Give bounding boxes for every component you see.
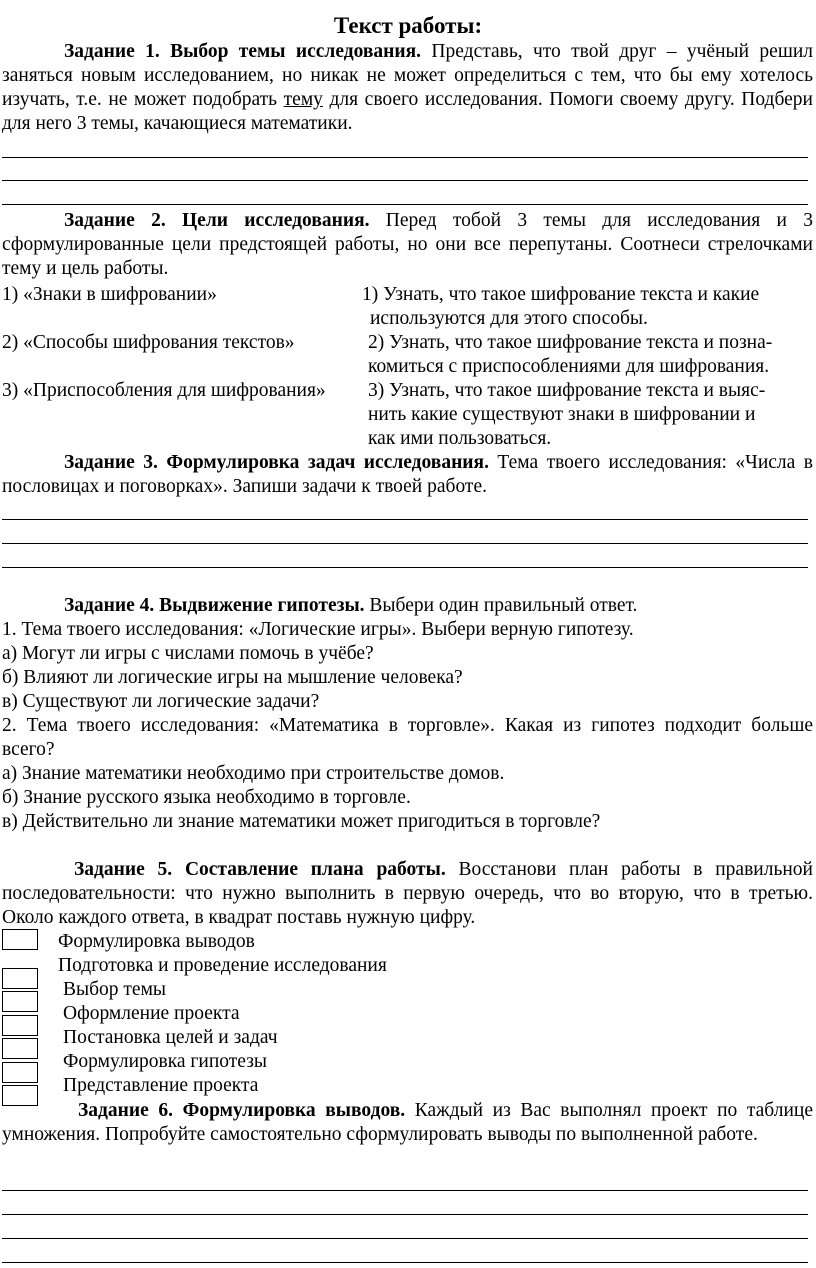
answer-line[interactable]	[2, 543, 808, 544]
plan-number-box[interactable]	[2, 929, 38, 950]
task6-text: Каждый из Вас выполнял проект по таблице умножения. Попробуйте самостоятельно сформулировать выводы по выполненной работе.	[2, 1100, 813, 1145]
task6-paragraph	[2, 1099, 813, 1147]
task2-goal-3-line-3: как ими пользоваться.	[368, 428, 552, 449]
task1-text-before: Представь, что твой друг – учёный решил заняться новым исследованием, но никак не может определиться с тем, что бы ему хотелось изучать, т.е. не может подобрать	[2, 41, 814, 110]
plan-item: Выбор темы	[63, 979, 167, 1000]
plan-number-box[interactable]	[2, 968, 38, 989]
plan-number-box[interactable]	[2, 991, 38, 1012]
plan-number-box[interactable]	[2, 1038, 38, 1059]
task4-q1-option-a[interactable]: а) Могут ли игры с числами помочь в учёбе?	[2, 643, 374, 664]
task5-paragraph	[2, 858, 813, 930]
plan-item: Представление проекта	[63, 1075, 259, 1096]
answer-line[interactable]	[2, 519, 808, 520]
task2-goal-1-line-2: используются для этого способы.	[370, 308, 648, 329]
task5-text: Восстанови план работы в правильной последовательности: что нужно выполнить в первую очередь, что во вторую, что в третью. Около каждого ответа, в квадрат поставь нужную цифру.	[2, 859, 813, 928]
task3-text: Тема твоего исследования: «Числа в пословицах и поговорках». Запиши задачи к твоей работе.	[2, 452, 813, 497]
task4-text: Выбери один правильный ответ.	[364, 595, 638, 616]
answer-line[interactable]	[2, 204, 808, 205]
task2-text: Перед тобой 3 темы для исследования и 3 сформулированные цели предстоящей работы, но они все перепутаны. Соотнеси стрелочками тему и цель работы.	[2, 210, 813, 279]
task4-q1-option-c[interactable]: в) Существуют ли логические задачи?	[2, 691, 320, 712]
task5-heading: Задание 5. Составление плана работы.	[74, 859, 446, 880]
answer-line[interactable]	[2, 1214, 808, 1215]
plan-item: Оформление проекта	[63, 1003, 240, 1024]
task4-q2-option-b[interactable]: б) Знание русского языка необходимо в торговле.	[2, 787, 411, 808]
plan-number-box[interactable]	[2, 1062, 38, 1083]
answer-line[interactable]	[2, 1190, 808, 1191]
page-title: Текст работы:	[333, 13, 483, 38]
task1-underlined-word: тему	[283, 89, 323, 110]
answer-line[interactable]	[2, 180, 808, 181]
task2-paragraph	[2, 209, 813, 281]
answer-line[interactable]	[2, 567, 808, 568]
task2-goal-2-line-2: комиться с приспособлениями для шифрования.	[368, 356, 770, 377]
task2-goal-3-line-2: нить какие существуют знаки в шифровании и	[368, 404, 756, 425]
task2-heading: Задание 2. Цели исследования.	[64, 210, 370, 231]
task4-heading: Задание 4. Выдвижение гипотезы.	[64, 595, 365, 616]
answer-line[interactable]	[2, 1262, 808, 1263]
task4-q2-option-c[interactable]: в) Действительно ли знание математики может пригодиться в торговле?	[2, 811, 601, 832]
task1-text-after: для своего исследования. Помоги своему другу. Подбери для него 3 темы, качающиеся математики.	[2, 89, 813, 134]
plan-item: Формулировка выводов	[58, 931, 255, 952]
task3-heading: Задание 3. Формулировка задач исследования.	[64, 452, 489, 473]
task2-topic-3[interactable]: 3) «Приспособления для шифрования»	[2, 380, 326, 401]
task2-topic-1[interactable]: 1) «Знаки в шифровании»	[2, 284, 217, 305]
task4-paragraph	[2, 594, 813, 834]
task4-question-1: 1. Тема твоего исследования: «Логические игры». Выбери верную гипотезу.	[2, 619, 634, 640]
plan-item: Постановка целей и задач	[63, 1027, 278, 1048]
task2-goal-2-line-1[interactable]: 2) Узнать, что такое шифрование текста и позна-	[368, 332, 773, 353]
task2-goal-1-line-1[interactable]: 1) Узнать, что такое шифрование текста и какие	[362, 284, 760, 305]
task4-question-2: 2. Тема твоего исследования: «Математика в торговле». Какая из гипотез подходит больше всего?	[2, 715, 813, 760]
answer-line[interactable]	[2, 157, 808, 158]
plan-number-box[interactable]	[2, 1015, 38, 1036]
task3-paragraph	[2, 451, 813, 499]
plan-item: Формулировка гипотезы	[63, 1051, 268, 1072]
answer-line[interactable]	[2, 1238, 808, 1239]
task1-heading: Задание 1. Выбор темы исследования.	[64, 41, 422, 62]
task2-topic-2[interactable]: 2) «Способы шифрования текстов»	[2, 332, 295, 353]
task4-q2-option-a[interactable]: а) Знание математики необходимо при строительстве домов.	[2, 763, 505, 784]
task6-heading: Задание 6. Формулировка выводов.	[78, 1100, 406, 1121]
task4-q1-option-b[interactable]: б) Влияют ли логические игры на мышление человека?	[2, 667, 463, 688]
task1-paragraph	[2, 40, 813, 136]
task2-goal-3-line-1[interactable]: 3) Узнать, что такое шифрование текста и выяс-	[368, 380, 766, 401]
plan-item: Подготовка и проведение исследования	[58, 955, 387, 976]
